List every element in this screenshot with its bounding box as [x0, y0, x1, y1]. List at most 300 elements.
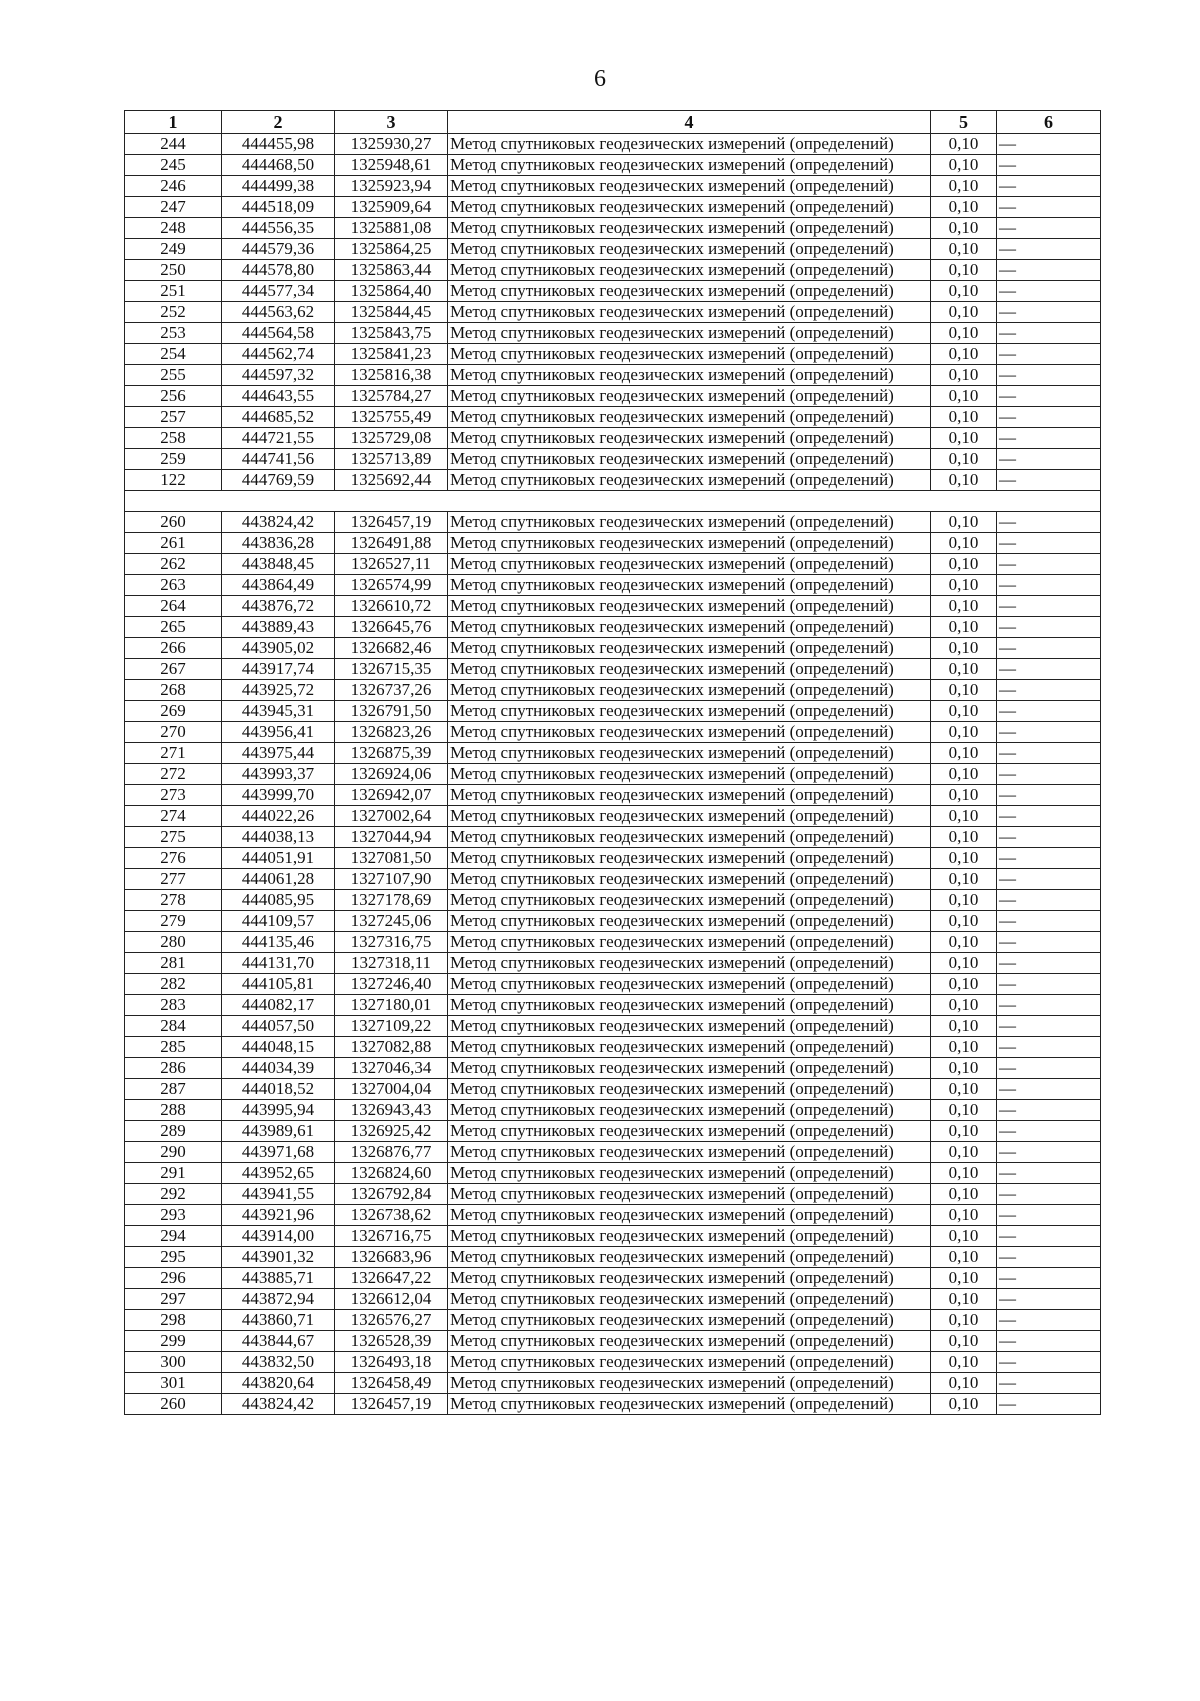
note-cell: —	[997, 596, 1101, 617]
table-row	[125, 1058, 1101, 1079]
table-row	[125, 995, 1101, 1016]
y-coordinate-cell: 1326824,60	[335, 1163, 448, 1184]
point-number-cell: 260	[125, 1394, 222, 1415]
method-cell: Метод спутниковых геодезических измерений (определений)	[448, 428, 931, 449]
error-cell: 0,10	[931, 554, 997, 575]
error-cell: 0,10	[931, 176, 997, 197]
method-cell: Метод спутниковых геодезических измерений (определений)	[448, 1289, 931, 1310]
y-coordinate-cell: 1326612,04	[335, 1289, 448, 1310]
table-row	[125, 890, 1101, 911]
error-cell: 0,10	[931, 1058, 997, 1079]
error-cell: 0,10	[931, 1226, 997, 1247]
error-cell: 0,10	[931, 239, 997, 260]
error-cell: 0,10	[931, 512, 997, 533]
x-coordinate-cell: 443999,70	[222, 785, 335, 806]
table-row	[125, 911, 1101, 932]
point-number-cell: 288	[125, 1100, 222, 1121]
table-row	[125, 1142, 1101, 1163]
method-cell: Метод спутниковых геодезических измерений (определений)	[448, 1352, 931, 1373]
point-number-cell: 301	[125, 1373, 222, 1394]
y-coordinate-cell: 1327316,75	[335, 932, 448, 953]
point-number-cell: 297	[125, 1289, 222, 1310]
method-cell: Метод спутниковых геодезических измерений (определений)	[448, 260, 931, 281]
method-cell: Метод спутниковых геодезических измерений (определений)	[448, 1268, 931, 1289]
error-cell: 0,10	[931, 260, 997, 281]
x-coordinate-cell: 443914,00	[222, 1226, 335, 1247]
x-coordinate-cell: 444109,57	[222, 911, 335, 932]
note-cell: —	[997, 827, 1101, 848]
error-cell: 0,10	[931, 470, 997, 491]
point-number-cell: 266	[125, 638, 222, 659]
x-coordinate-cell: 444135,46	[222, 932, 335, 953]
method-cell: Метод спутниковых геодезических измерений (определений)	[448, 1205, 931, 1226]
error-cell: 0,10	[931, 449, 997, 470]
note-cell: —	[997, 1373, 1101, 1394]
error-cell: 0,10	[931, 1184, 997, 1205]
coordinates-table	[124, 110, 1101, 1415]
y-coordinate-cell: 1326457,19	[335, 1394, 448, 1415]
note-cell: —	[997, 386, 1101, 407]
point-number-cell: 258	[125, 428, 222, 449]
note-cell: —	[997, 1121, 1101, 1142]
table-row	[125, 869, 1101, 890]
x-coordinate-cell: 444578,80	[222, 260, 335, 281]
point-number-cell: 291	[125, 1163, 222, 1184]
x-coordinate-cell: 444057,50	[222, 1016, 335, 1037]
point-number-cell: 267	[125, 659, 222, 680]
point-number-cell: 292	[125, 1184, 222, 1205]
point-number-cell: 247	[125, 197, 222, 218]
table-row	[125, 806, 1101, 827]
method-cell: Метод спутниковых геодезических измерений (определений)	[448, 1079, 931, 1100]
y-coordinate-cell: 1326493,18	[335, 1352, 448, 1373]
method-cell: Метод спутниковых геодезических измерений (определений)	[448, 722, 931, 743]
table-row	[125, 974, 1101, 995]
note-cell: —	[997, 1268, 1101, 1289]
y-coordinate-cell: 1325863,44	[335, 260, 448, 281]
method-cell: Метод спутниковых геодезических измерений (определений)	[448, 890, 931, 911]
x-coordinate-cell: 444741,56	[222, 449, 335, 470]
note-cell: —	[997, 869, 1101, 890]
point-number-cell: 290	[125, 1142, 222, 1163]
note-cell: —	[997, 302, 1101, 323]
y-coordinate-cell: 1327178,69	[335, 890, 448, 911]
y-coordinate-cell: 1327180,01	[335, 995, 448, 1016]
y-coordinate-cell: 1326682,46	[335, 638, 448, 659]
method-cell: Метод спутниковых геодезических измерений (определений)	[448, 302, 931, 323]
error-cell: 0,10	[931, 638, 997, 659]
y-coordinate-cell: 1327002,64	[335, 806, 448, 827]
header-row	[125, 111, 1101, 134]
method-cell: Метод спутниковых геодезических измерений (определений)	[448, 1037, 931, 1058]
note-cell: —	[997, 176, 1101, 197]
x-coordinate-cell: 443971,68	[222, 1142, 335, 1163]
y-coordinate-cell: 1326791,50	[335, 701, 448, 722]
note-cell: —	[997, 890, 1101, 911]
point-number-cell: 289	[125, 1121, 222, 1142]
error-cell: 0,10	[931, 1121, 997, 1142]
error-cell: 0,10	[931, 869, 997, 890]
error-cell: 0,10	[931, 1016, 997, 1037]
table-row	[125, 1184, 1101, 1205]
y-coordinate-cell: 1326683,96	[335, 1247, 448, 1268]
x-coordinate-cell: 443836,28	[222, 533, 335, 554]
y-coordinate-cell: 1326716,75	[335, 1226, 448, 1247]
table-row	[125, 638, 1101, 659]
point-number-cell: 293	[125, 1205, 222, 1226]
point-number-cell: 300	[125, 1352, 222, 1373]
table-row	[125, 575, 1101, 596]
method-cell: Метод спутниковых геодезических измерений (определений)	[448, 1016, 931, 1037]
point-number-cell: 259	[125, 449, 222, 470]
x-coordinate-cell: 444085,95	[222, 890, 335, 911]
note-cell: —	[997, 554, 1101, 575]
note-cell: —	[997, 1289, 1101, 1310]
y-coordinate-cell: 1327082,88	[335, 1037, 448, 1058]
error-cell: 0,10	[931, 1142, 997, 1163]
point-number-cell: 296	[125, 1268, 222, 1289]
method-cell: Метод спутниковых геодезических измерений (определений)	[448, 617, 931, 638]
error-cell: 0,10	[931, 386, 997, 407]
x-coordinate-cell: 443844,67	[222, 1331, 335, 1352]
note-cell: —	[997, 974, 1101, 995]
note-cell: —	[997, 197, 1101, 218]
table-row	[125, 848, 1101, 869]
y-coordinate-cell: 1327081,50	[335, 848, 448, 869]
point-number-cell: 246	[125, 176, 222, 197]
note-cell: —	[997, 1058, 1101, 1079]
method-cell: Метод спутниковых геодезических измерений (определений)	[448, 1373, 931, 1394]
x-coordinate-cell: 444051,91	[222, 848, 335, 869]
table-row	[125, 281, 1101, 302]
method-cell: Метод спутниковых геодезических измерений (определений)	[448, 470, 931, 491]
x-coordinate-cell: 444048,15	[222, 1037, 335, 1058]
point-number-cell: 260	[125, 512, 222, 533]
method-cell: Метод спутниковых геодезических измерений (определений)	[448, 176, 931, 197]
x-coordinate-cell: 444038,13	[222, 827, 335, 848]
x-coordinate-cell: 443995,94	[222, 1100, 335, 1121]
y-coordinate-cell: 1327107,90	[335, 869, 448, 890]
y-coordinate-cell: 1326823,26	[335, 722, 448, 743]
error-cell: 0,10	[931, 1310, 997, 1331]
note-cell: —	[997, 1205, 1101, 1226]
error-cell: 0,10	[931, 785, 997, 806]
note-cell: —	[997, 932, 1101, 953]
error-cell: 0,10	[931, 134, 997, 155]
point-number-cell: 285	[125, 1037, 222, 1058]
table-row	[125, 1037, 1101, 1058]
error-cell: 0,10	[931, 302, 997, 323]
x-coordinate-cell: 443889,43	[222, 617, 335, 638]
y-coordinate-cell: 1326528,39	[335, 1331, 448, 1352]
header-cell-error: 5	[931, 111, 997, 134]
note-cell: —	[997, 281, 1101, 302]
x-coordinate-cell: 443945,31	[222, 701, 335, 722]
error-cell: 0,10	[931, 218, 997, 239]
table-row	[125, 449, 1101, 470]
error-cell: 0,10	[931, 1100, 997, 1121]
y-coordinate-cell: 1327046,34	[335, 1058, 448, 1079]
point-number-cell: 295	[125, 1247, 222, 1268]
method-cell: Метод спутниковых геодезических измерений (определений)	[448, 743, 931, 764]
x-coordinate-cell: 443975,44	[222, 743, 335, 764]
table-row	[125, 680, 1101, 701]
table-row	[125, 1289, 1101, 1310]
note-cell: —	[997, 680, 1101, 701]
x-coordinate-cell: 444721,55	[222, 428, 335, 449]
note-cell: —	[997, 575, 1101, 596]
note-cell: —	[997, 365, 1101, 386]
note-cell: —	[997, 911, 1101, 932]
table-row	[125, 554, 1101, 575]
y-coordinate-cell: 1325864,40	[335, 281, 448, 302]
point-number-cell: 245	[125, 155, 222, 176]
error-cell: 0,10	[931, 806, 997, 827]
note-cell: —	[997, 239, 1101, 260]
note-cell: —	[997, 1016, 1101, 1037]
method-cell: Метод спутниковых геодезических измерений (определений)	[448, 1121, 931, 1142]
point-number-cell: 276	[125, 848, 222, 869]
note-cell: —	[997, 806, 1101, 827]
method-cell: Метод спутниковых геодезических измерений (определений)	[448, 239, 931, 260]
table-row	[125, 239, 1101, 260]
method-cell: Метод спутниковых геодезических измерений (определений)	[448, 848, 931, 869]
y-coordinate-cell: 1325755,49	[335, 407, 448, 428]
y-coordinate-cell: 1325881,08	[335, 218, 448, 239]
error-cell: 0,10	[931, 1205, 997, 1226]
method-cell: Метод спутниковых геодезических измерений (определений)	[448, 911, 931, 932]
method-cell: Метод спутниковых геодезических измерений (определений)	[448, 1226, 931, 1247]
note-cell: —	[997, 638, 1101, 659]
table-row	[125, 386, 1101, 407]
method-cell: Метод спутниковых геодезических измерений (определений)	[448, 764, 931, 785]
note-cell: —	[997, 1352, 1101, 1373]
note-cell: —	[997, 344, 1101, 365]
method-cell: Метод спутниковых геодезических измерений (определений)	[448, 449, 931, 470]
table-row	[125, 827, 1101, 848]
method-cell: Метод спутниковых геодезических измерений (определений)	[448, 1247, 931, 1268]
table-row	[125, 470, 1101, 491]
method-cell: Метод спутниковых геодезических измерений (определений)	[448, 1331, 931, 1352]
error-cell: 0,10	[931, 701, 997, 722]
y-coordinate-cell: 1325923,94	[335, 176, 448, 197]
x-coordinate-cell: 444034,39	[222, 1058, 335, 1079]
point-number-cell: 256	[125, 386, 222, 407]
point-number-cell: 284	[125, 1016, 222, 1037]
y-coordinate-cell: 1326876,77	[335, 1142, 448, 1163]
x-coordinate-cell: 443824,42	[222, 512, 335, 533]
note-cell: —	[997, 260, 1101, 281]
x-coordinate-cell: 443925,72	[222, 680, 335, 701]
method-cell: Метод спутниковых геодезических измерений (определений)	[448, 407, 931, 428]
method-cell: Метод спутниковых геодезических измерений (определений)	[448, 281, 931, 302]
method-cell: Метод спутниковых геодезических измерений (определений)	[448, 953, 931, 974]
method-cell: Метод спутниковых геодезических измерений (определений)	[448, 596, 931, 617]
table-row	[125, 302, 1101, 323]
point-number-cell: 283	[125, 995, 222, 1016]
note-cell: —	[997, 953, 1101, 974]
point-number-cell: 251	[125, 281, 222, 302]
note-cell: —	[997, 1184, 1101, 1205]
y-coordinate-cell: 1326792,84	[335, 1184, 448, 1205]
method-cell: Метод спутниковых геодезических измерений (определений)	[448, 1058, 931, 1079]
y-coordinate-cell: 1325729,08	[335, 428, 448, 449]
table-row	[125, 260, 1101, 281]
point-number-cell: 277	[125, 869, 222, 890]
note-cell: —	[997, 1100, 1101, 1121]
point-number-cell: 261	[125, 533, 222, 554]
error-cell: 0,10	[931, 1037, 997, 1058]
error-cell: 0,10	[931, 1247, 997, 1268]
error-cell: 0,10	[931, 995, 997, 1016]
y-coordinate-cell: 1327109,22	[335, 1016, 448, 1037]
x-coordinate-cell: 444499,38	[222, 176, 335, 197]
y-coordinate-cell: 1326925,42	[335, 1121, 448, 1142]
x-coordinate-cell: 444455,98	[222, 134, 335, 155]
y-coordinate-cell: 1326647,22	[335, 1268, 448, 1289]
error-cell: 0,10	[931, 722, 997, 743]
method-cell: Метод спутниковых геодезических измерений (определений)	[448, 974, 931, 995]
table-row	[125, 1310, 1101, 1331]
table-row	[125, 1226, 1101, 1247]
method-cell: Метод спутниковых геодезических измерений (определений)	[448, 323, 931, 344]
x-coordinate-cell: 444562,74	[222, 344, 335, 365]
note-cell: —	[997, 1394, 1101, 1415]
point-number-cell: 262	[125, 554, 222, 575]
method-cell: Метод спутниковых геодезических измерений (определений)	[448, 218, 931, 239]
error-cell: 0,10	[931, 953, 997, 974]
error-cell: 0,10	[931, 1289, 997, 1310]
y-coordinate-cell: 1326574,99	[335, 575, 448, 596]
table-row	[125, 533, 1101, 554]
point-number-cell: 264	[125, 596, 222, 617]
method-cell: Метод спутниковых геодезических измерений (определений)	[448, 806, 931, 827]
note-cell: —	[997, 743, 1101, 764]
table-row	[125, 1268, 1101, 1289]
y-coordinate-cell: 1325784,27	[335, 386, 448, 407]
method-cell: Метод спутниковых геодезических измерений (определений)	[448, 344, 931, 365]
x-coordinate-cell: 444022,26	[222, 806, 335, 827]
note-cell: —	[997, 512, 1101, 533]
point-number-cell: 271	[125, 743, 222, 764]
point-number-cell: 244	[125, 134, 222, 155]
x-coordinate-cell: 444685,52	[222, 407, 335, 428]
error-cell: 0,10	[931, 428, 997, 449]
note-cell: —	[997, 701, 1101, 722]
point-number-cell: 286	[125, 1058, 222, 1079]
note-cell: —	[997, 785, 1101, 806]
note-cell: —	[997, 134, 1101, 155]
table-row	[125, 596, 1101, 617]
method-cell: Метод спутниковых геодезических измерений (определений)	[448, 155, 931, 176]
x-coordinate-cell: 444556,35	[222, 218, 335, 239]
x-coordinate-cell: 443952,65	[222, 1163, 335, 1184]
y-coordinate-cell: 1326715,35	[335, 659, 448, 680]
table-row	[125, 1331, 1101, 1352]
x-coordinate-cell: 443993,37	[222, 764, 335, 785]
y-coordinate-cell: 1326942,07	[335, 785, 448, 806]
table-row	[125, 323, 1101, 344]
x-coordinate-cell: 444131,70	[222, 953, 335, 974]
note-cell: —	[997, 407, 1101, 428]
note-cell: —	[997, 1163, 1101, 1184]
method-cell: Метод спутниковых геодезических измерений (определений)	[448, 134, 931, 155]
table-row	[125, 407, 1101, 428]
x-coordinate-cell: 443941,55	[222, 1184, 335, 1205]
x-coordinate-cell: 444643,55	[222, 386, 335, 407]
method-cell: Метод спутниковых геодезических измерений (определений)	[448, 1310, 931, 1331]
y-coordinate-cell: 1325948,61	[335, 155, 448, 176]
y-coordinate-cell: 1325843,75	[335, 323, 448, 344]
y-coordinate-cell: 1326458,49	[335, 1373, 448, 1394]
y-coordinate-cell: 1326576,27	[335, 1310, 448, 1331]
table-row	[125, 176, 1101, 197]
y-coordinate-cell: 1327245,06	[335, 911, 448, 932]
y-coordinate-cell: 1325930,27	[335, 134, 448, 155]
method-cell: Метод спутниковых геодезических измерений (определений)	[448, 785, 931, 806]
y-coordinate-cell: 1326875,39	[335, 743, 448, 764]
x-coordinate-cell: 444105,81	[222, 974, 335, 995]
method-cell: Метод спутниковых геодезических измерений (определений)	[448, 386, 931, 407]
error-cell: 0,10	[931, 155, 997, 176]
error-cell: 0,10	[931, 764, 997, 785]
point-number-cell: 281	[125, 953, 222, 974]
error-cell: 0,10	[931, 596, 997, 617]
point-number-cell: 280	[125, 932, 222, 953]
x-coordinate-cell: 444563,62	[222, 302, 335, 323]
method-cell: Метод спутниковых геодезических измерений (определений)	[448, 638, 931, 659]
page-number: 6	[594, 66, 606, 92]
note-cell: —	[997, 155, 1101, 176]
y-coordinate-cell: 1326738,62	[335, 1205, 448, 1226]
point-number-cell: 272	[125, 764, 222, 785]
point-number-cell: 253	[125, 323, 222, 344]
note-cell: —	[997, 722, 1101, 743]
error-cell: 0,10	[931, 827, 997, 848]
point-number-cell: 269	[125, 701, 222, 722]
method-cell: Метод спутниковых геодезических измерений (определений)	[448, 575, 931, 596]
error-cell: 0,10	[931, 1352, 997, 1373]
note-cell: —	[997, 848, 1101, 869]
table-header	[125, 111, 1101, 134]
error-cell: 0,10	[931, 344, 997, 365]
header-cell-y: 3	[335, 111, 448, 134]
table-row	[125, 1247, 1101, 1268]
point-number-cell: 275	[125, 827, 222, 848]
error-cell: 0,10	[931, 323, 997, 344]
y-coordinate-cell: 1325909,64	[335, 197, 448, 218]
table-row	[125, 512, 1101, 533]
y-coordinate-cell: 1326943,43	[335, 1100, 448, 1121]
point-number-cell: 252	[125, 302, 222, 323]
x-coordinate-cell: 444061,28	[222, 869, 335, 890]
table-row	[125, 722, 1101, 743]
table-row	[125, 428, 1101, 449]
method-cell: Метод спутниковых геодезических измерений (определений)	[448, 932, 931, 953]
point-number-cell: 287	[125, 1079, 222, 1100]
table-row	[125, 743, 1101, 764]
method-cell: Метод спутниковых геодезических измерений (определений)	[448, 827, 931, 848]
error-cell: 0,10	[931, 890, 997, 911]
table-row	[125, 1100, 1101, 1121]
note-cell: —	[997, 1142, 1101, 1163]
method-cell: Метод спутниковых геодезических измерений (определений)	[448, 869, 931, 890]
table-row	[125, 1352, 1101, 1373]
note-cell: —	[997, 218, 1101, 239]
error-cell: 0,10	[931, 743, 997, 764]
error-cell: 0,10	[931, 1394, 997, 1415]
table-row	[125, 617, 1101, 638]
